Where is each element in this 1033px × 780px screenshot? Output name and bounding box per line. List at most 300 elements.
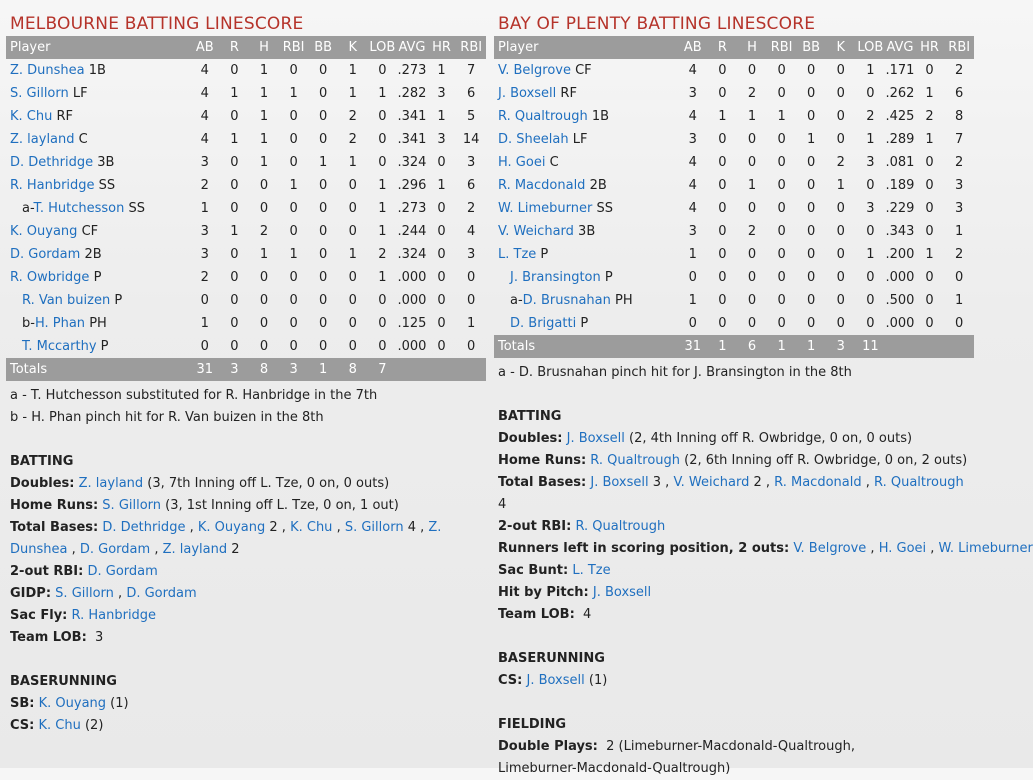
col-bb[interactable]: BB [796, 36, 826, 59]
player-cell [6, 335, 190, 358]
stat-cell: 1 [688, 293, 697, 308]
fielding-heading: FIELDING [498, 717, 567, 732]
hbp-label: Hit by Pitch: [498, 585, 589, 600]
stat-cell: .189 [885, 178, 915, 193]
stat-cell: 0 [807, 270, 816, 285]
stat-cell: 4 [200, 109, 209, 124]
total-bases-sep: , [185, 520, 198, 535]
player-link[interactable]: V. Belgrove [793, 541, 867, 556]
gidp-sep: , [113, 586, 127, 601]
stat-cell: 0 [718, 201, 727, 216]
stat-cell: 0 [718, 132, 727, 147]
table-row [6, 243, 486, 266]
total-bases-label: Total Bases: [498, 475, 587, 490]
stat-cell: 0 [777, 86, 786, 101]
stat-cell: 1 [378, 201, 387, 216]
col-h[interactable]: H [737, 36, 767, 59]
sac-fly-label: Sac Fly: [10, 608, 68, 623]
stat-cell: 0 [807, 201, 816, 216]
col-avg[interactable]: AVG [885, 36, 915, 59]
player-link[interactable]: D. Brusnahan [522, 293, 611, 308]
player-cell [494, 105, 678, 128]
stat-cell: 0 [718, 316, 727, 331]
stat-cell: 0 [718, 293, 727, 308]
stat-cell: 1 [259, 63, 269, 78]
stat-cell: 3 [437, 86, 446, 101]
stat-cell: 2 [378, 247, 387, 262]
stat-cell: 0 [437, 270, 446, 285]
player-link[interactable]: D. Sheelah [498, 132, 569, 147]
player-link[interactable]: Z. Dunshea [10, 520, 442, 557]
stat-cell: 0 [378, 63, 387, 78]
bop-title: BAY OF PLENTY BATTING LINESCORE [498, 14, 816, 34]
stat-cell: 0 [348, 293, 357, 308]
batting-heading: BATTING [498, 409, 562, 424]
player-position: 1B [88, 63, 106, 78]
stat-cell: 0 [200, 339, 209, 354]
cs-line [10, 715, 486, 737]
player-link[interactable]: W. Limeburner [938, 541, 1033, 556]
player-link[interactable]: D. Dethridge [10, 155, 94, 170]
stat-cell: 0 [230, 63, 239, 78]
player-position: RF [560, 86, 577, 101]
stat-cell: 0 [955, 316, 964, 331]
melbourne-notes [6, 385, 486, 429]
stat-cell: 0 [925, 178, 934, 193]
stat-cell: 0 [437, 155, 446, 170]
stat-cell: 1 [955, 293, 964, 308]
player-link[interactable]: H. Goei [498, 155, 546, 170]
stat-cell: 6 [467, 178, 476, 193]
home-runs-line [498, 450, 974, 472]
player-link[interactable]: R. Macdonald [774, 475, 862, 490]
stat-cell: 4 [688, 155, 697, 170]
col-ab[interactable]: AB [678, 36, 708, 59]
player-link[interactable]: L. Tze [498, 247, 537, 262]
stat-cell: .262 [885, 86, 915, 101]
totals-cell: 7 [368, 358, 398, 381]
table-row [6, 335, 486, 358]
player-link[interactable]: J. Boxsell [592, 585, 652, 600]
player-position: PH [89, 316, 107, 331]
player-link[interactable]: D. Gordam [79, 542, 151, 557]
melbourne-batting-section [6, 451, 486, 737]
team-lob-line [10, 627, 486, 649]
player-cell [494, 266, 678, 289]
player-link[interactable]: D. Brigatti [510, 316, 577, 331]
col-rbi[interactable]: RBI [279, 36, 309, 59]
hbp-line [498, 582, 974, 604]
player-link[interactable]: Z. layland [78, 476, 144, 491]
stat-cell: 0 [378, 132, 387, 147]
stat-cell: 0 [259, 293, 269, 308]
table-row [6, 59, 486, 82]
stat-cell: 0 [437, 339, 446, 354]
stat-cell: 0 [807, 155, 816, 170]
stat-cell: 1 [955, 224, 964, 239]
player-link[interactable]: J. Boxsell [566, 431, 625, 446]
stat-cell: 2 [200, 270, 209, 285]
stat-cell: 3 [467, 247, 476, 262]
player-link[interactable]: V. Belgrove [498, 63, 571, 78]
col-season-rbi[interactable]: RBI [456, 36, 486, 59]
stat-cell: 0 [289, 224, 298, 239]
table-row [6, 82, 486, 105]
player-cell [494, 59, 678, 82]
table-row [494, 243, 974, 266]
col-lob[interactable]: LOB [856, 36, 886, 59]
stat-cell: 1 [925, 86, 934, 101]
cs-line [498, 670, 974, 692]
player-link[interactable]: S. Gillorn [102, 498, 162, 513]
stat-cell: 0 [747, 316, 757, 331]
stat-cell: 3 [200, 247, 209, 262]
stat-cell: .229 [885, 201, 915, 216]
stat-cell: 0 [925, 201, 934, 216]
stat-cell: .500 [885, 293, 915, 308]
bop-rows [494, 59, 974, 358]
totals-cell: 8 [338, 358, 368, 381]
player-link[interactable]: L. Tze [572, 563, 611, 578]
player-position: 1B [591, 109, 610, 124]
col-h[interactable]: H [249, 36, 279, 59]
stat-cell: 0 [259, 270, 269, 285]
stat-cell: 0 [807, 224, 816, 239]
stat-cell: 1 [348, 155, 357, 170]
player-link[interactable]: T. Mccarthy [22, 339, 97, 354]
player-cell [494, 128, 678, 151]
stat-cell: 1 [866, 63, 875, 78]
stat-cell: 1 [378, 178, 387, 193]
totals-cell: 8 [249, 358, 279, 381]
player-link[interactable]: S. Gillorn [344, 520, 404, 535]
stat-cell: 1 [437, 109, 446, 124]
stat-cell: 0 [807, 63, 816, 78]
stat-cell: 0 [688, 270, 697, 285]
stat-cell: 3 [688, 86, 697, 101]
totals-cell: 11 [856, 335, 886, 358]
player-position: 2B [84, 247, 102, 262]
home-runs-line [10, 495, 486, 517]
player-link[interactable]: K. Ouyang [10, 224, 78, 239]
two-out-rbi-line [10, 561, 486, 583]
player-link[interactable]: W. Limeburner [498, 201, 593, 216]
stat-cell: 3 [437, 132, 446, 147]
player-link[interactable]: J. Boxsell [498, 86, 557, 101]
col-hr[interactable]: HR [915, 36, 945, 59]
col-k[interactable]: K [826, 36, 856, 59]
totals-cell [397, 358, 427, 381]
stat-cell: 0 [747, 247, 757, 262]
player-cell [494, 151, 678, 174]
stat-cell: 0 [777, 247, 786, 262]
gidp-line [10, 583, 486, 605]
total-bases-sep: , [67, 542, 80, 557]
player-link[interactable]: D. Gordam [126, 586, 197, 601]
player-link[interactable]: R. Van buizen [22, 293, 111, 308]
sac-bunt-line [498, 560, 974, 582]
stat-cell: 0 [718, 270, 727, 285]
player-link[interactable]: R. Qualtrough [575, 519, 666, 534]
table-row [494, 266, 974, 289]
totals-cell: 31 [678, 335, 708, 358]
col-r[interactable]: R [220, 36, 250, 59]
team-lob-label: Team LOB: [498, 607, 575, 622]
table-header-row [494, 36, 974, 59]
stat-cell: 1 [230, 132, 239, 147]
stat-cell: 4 [467, 224, 476, 239]
player-cell [6, 128, 190, 151]
stat-cell: 0 [925, 316, 934, 331]
player-cell [6, 151, 190, 174]
stat-cell: 0 [319, 201, 328, 216]
col-player[interactable]: Player [6, 36, 190, 59]
stat-cell: 2 [955, 247, 964, 262]
stat-cell: 0 [718, 155, 727, 170]
stat-cell: 0 [319, 270, 328, 285]
player-position: SS [596, 201, 613, 216]
stat-cell: 1 [747, 178, 757, 193]
stat-cell: 1 [259, 155, 269, 170]
stat-cell: 0 [437, 316, 446, 331]
player-link[interactable]: Z. layland [162, 542, 228, 557]
totals-cell [944, 335, 974, 358]
col-ab[interactable]: AB [190, 36, 220, 59]
totals-cell [885, 335, 915, 358]
stat-cell: 0 [467, 270, 476, 285]
team-lob-label: Team LOB: [10, 630, 87, 645]
col-lob[interactable]: LOB [368, 36, 398, 59]
stat-cell: 1 [319, 155, 328, 170]
stat-cell: 0 [319, 339, 328, 354]
player-link[interactable]: H. Phan [34, 316, 86, 331]
stat-cell: 0 [718, 63, 727, 78]
stat-cell: .200 [885, 247, 915, 262]
player-position: P [93, 270, 102, 285]
player-position: C [549, 155, 559, 170]
home-runs-detail: (2, 6th Inning off R. Owbridge, 0 on, 2 outs) [680, 453, 968, 468]
player-link[interactable]: K. Ouyang [197, 520, 266, 535]
sac-bunt-label: Sac Bunt: [498, 563, 569, 578]
sub-prefix: a- [510, 293, 523, 308]
player-link[interactable]: R. Qualtrough [498, 109, 588, 124]
table-row [494, 174, 974, 197]
player-link[interactable]: Z. Dunshea [10, 63, 85, 78]
player-link[interactable]: V. Weichard [673, 475, 750, 490]
player-link[interactable]: R. Hanbridge [10, 178, 95, 193]
stat-cell: 0 [718, 178, 727, 193]
col-avg[interactable]: AVG [397, 36, 427, 59]
stat-cell: 0 [230, 339, 239, 354]
player-link[interactable]: K. Chu [10, 109, 53, 124]
table-row [494, 59, 974, 82]
stat-cell: 0 [378, 339, 387, 354]
stat-cell: .282 [397, 86, 427, 101]
player-link[interactable]: Z. layland [10, 132, 75, 147]
stat-cell: 0 [925, 155, 934, 170]
batting-heading: BATTING [10, 454, 74, 469]
table-row [6, 105, 486, 128]
player-position: P [100, 339, 109, 354]
player-link[interactable]: D. Dethridge [102, 520, 186, 535]
total-bases-sep: , [861, 475, 875, 490]
player-position: P [604, 270, 613, 285]
stat-cell: 0 [836, 316, 845, 331]
stat-cell: 1 [230, 224, 239, 239]
player-link[interactable]: H. Goei [878, 541, 927, 556]
player-link[interactable]: K. Chu [290, 520, 333, 535]
stat-cell: 0 [747, 270, 757, 285]
stat-cell: 0 [289, 132, 298, 147]
bop-panel [494, 0, 1033, 780]
stat-cell: 0 [289, 270, 298, 285]
player-link[interactable]: J. Boxsell [590, 475, 649, 490]
stat-cell: 0 [688, 316, 697, 331]
totals-cell: 1 [708, 335, 738, 358]
stat-cell: 0 [836, 132, 845, 147]
stat-cell: 1 [688, 247, 697, 262]
stat-cell: 0 [319, 86, 328, 101]
total-bases-sep: 2 , [749, 475, 775, 490]
table-row [494, 105, 974, 128]
col-hr[interactable]: HR [427, 36, 457, 59]
stat-cell: 8 [955, 109, 964, 124]
player-link[interactable]: R. Owbridge [10, 270, 90, 285]
stat-cell: 0 [955, 270, 964, 285]
col-r[interactable]: R [708, 36, 738, 59]
bop-batting-section [494, 406, 1033, 780]
stat-cell: 0 [319, 178, 328, 193]
col-player[interactable]: Player [494, 36, 678, 59]
stat-cell: 4 [688, 109, 697, 124]
stat-cell: 1 [348, 86, 357, 101]
stat-cell: .244 [397, 224, 427, 239]
player-link[interactable]: K. Ouyang [38, 696, 107, 711]
two-out-rbi-label: 2-out RBI: [498, 519, 572, 534]
table-row [6, 128, 486, 151]
player-link[interactable]: R. Qualtrough [590, 453, 681, 468]
stat-cell: 0 [747, 201, 757, 216]
player-link[interactable]: T. Hutchesson [33, 201, 125, 216]
stat-cell: .289 [885, 132, 915, 147]
col-season-rbi[interactable]: RBI [944, 36, 974, 59]
player-link[interactable]: R. Hanbridge [71, 608, 157, 623]
stat-cell: 0 [807, 247, 816, 262]
player-position: C [78, 132, 88, 147]
total-bases-sep: 2 [227, 542, 240, 557]
baserunning-heading: BASERUNNING [498, 651, 605, 666]
table-row [6, 174, 486, 197]
totals-cell [427, 358, 457, 381]
stat-cell: 0 [777, 132, 786, 147]
stat-cell: 1 [836, 178, 845, 193]
player-cell [494, 312, 678, 335]
stat-cell: 1 [777, 109, 786, 124]
stat-cell: 3 [688, 132, 697, 147]
player-link[interactable]: K. Chu [38, 718, 81, 733]
col-rbi[interactable]: RBI [767, 36, 797, 59]
player-link[interactable]: S. Gillorn [10, 86, 69, 101]
totals-label: Totals [494, 335, 678, 358]
stat-cell: 1 [289, 178, 298, 193]
total-bases-sep: 3 , [648, 475, 674, 490]
stat-cell: .343 [885, 224, 915, 239]
note-line: a - D. Brusnahan pinch hit for J. Bransington in the 8th [498, 365, 852, 380]
player-cell [494, 243, 678, 266]
player-position: SS [98, 178, 116, 193]
stat-cell: 0 [836, 247, 845, 262]
stat-cell: 0 [925, 270, 934, 285]
stat-cell: 4 [688, 201, 697, 216]
player-position: 2B [589, 178, 607, 193]
stat-cell: 0 [747, 293, 757, 308]
stat-cell: 4 [200, 132, 209, 147]
stat-cell: 2 [467, 201, 476, 216]
player-link[interactable]: V. Weichard [498, 224, 574, 239]
player-link[interactable]: R. Qualtrough [874, 475, 964, 490]
player-link[interactable]: S. Gillorn [55, 586, 114, 601]
player-link[interactable]: J. Boxsell [526, 673, 585, 688]
table-row [6, 197, 486, 220]
stat-cell: .341 [397, 132, 427, 147]
stat-cell: .000 [397, 270, 427, 285]
total-bases-sep: 2 , [265, 520, 291, 535]
stat-cell: 0 [747, 132, 757, 147]
stat-cell: 0 [836, 293, 845, 308]
stat-cell: 0 [836, 63, 845, 78]
col-k[interactable]: K [338, 36, 368, 59]
stat-cell: 2 [348, 132, 357, 147]
player-cell [494, 174, 678, 197]
stat-cell: 1 [866, 132, 875, 147]
gidp-label: GIDP: [10, 586, 52, 601]
player-link[interactable]: D. Gordam [10, 247, 81, 262]
note-line: b - H. Phan pinch hit for R. Van buizen in the 8th [10, 410, 324, 425]
player-link[interactable]: J. Bransington [510, 270, 601, 285]
table-row [6, 289, 486, 312]
player-position: SS [128, 201, 146, 216]
player-link[interactable]: D. Gordam [87, 564, 158, 579]
stat-cell: 0 [259, 339, 269, 354]
stat-cell: 2 [925, 109, 934, 124]
risp-sep: , [866, 541, 879, 556]
stat-cell: .324 [397, 247, 427, 262]
stat-cell: 0 [289, 63, 298, 78]
player-link[interactable]: R. Macdonald [498, 178, 586, 193]
stat-cell: 6 [955, 86, 964, 101]
stat-cell: 0 [807, 86, 816, 101]
stat-cell: 2 [747, 224, 757, 239]
sb-detail: (1) [106, 696, 129, 711]
stat-cell: 3 [200, 155, 209, 170]
stat-cell: 0 [230, 293, 239, 308]
stat-cell: 0 [747, 155, 757, 170]
player-cell [6, 174, 190, 197]
stat-cell: .324 [397, 155, 427, 170]
col-bb[interactable]: BB [308, 36, 338, 59]
player-position: 3B [578, 224, 596, 239]
melbourne-title: MELBOURNE BATTING LINESCORE [10, 14, 304, 34]
stat-cell: 0 [319, 132, 328, 147]
stat-cell: 1 [718, 109, 727, 124]
stat-cell: 3 [688, 224, 697, 239]
stat-cell: 0 [866, 224, 875, 239]
risp-label: Runners left in scoring position, 2 outs: [498, 541, 790, 556]
stat-cell: 0 [289, 316, 298, 331]
stat-cell: 2 [348, 109, 357, 124]
stat-cell: 1 [437, 63, 446, 78]
stat-cell: 0 [777, 270, 786, 285]
